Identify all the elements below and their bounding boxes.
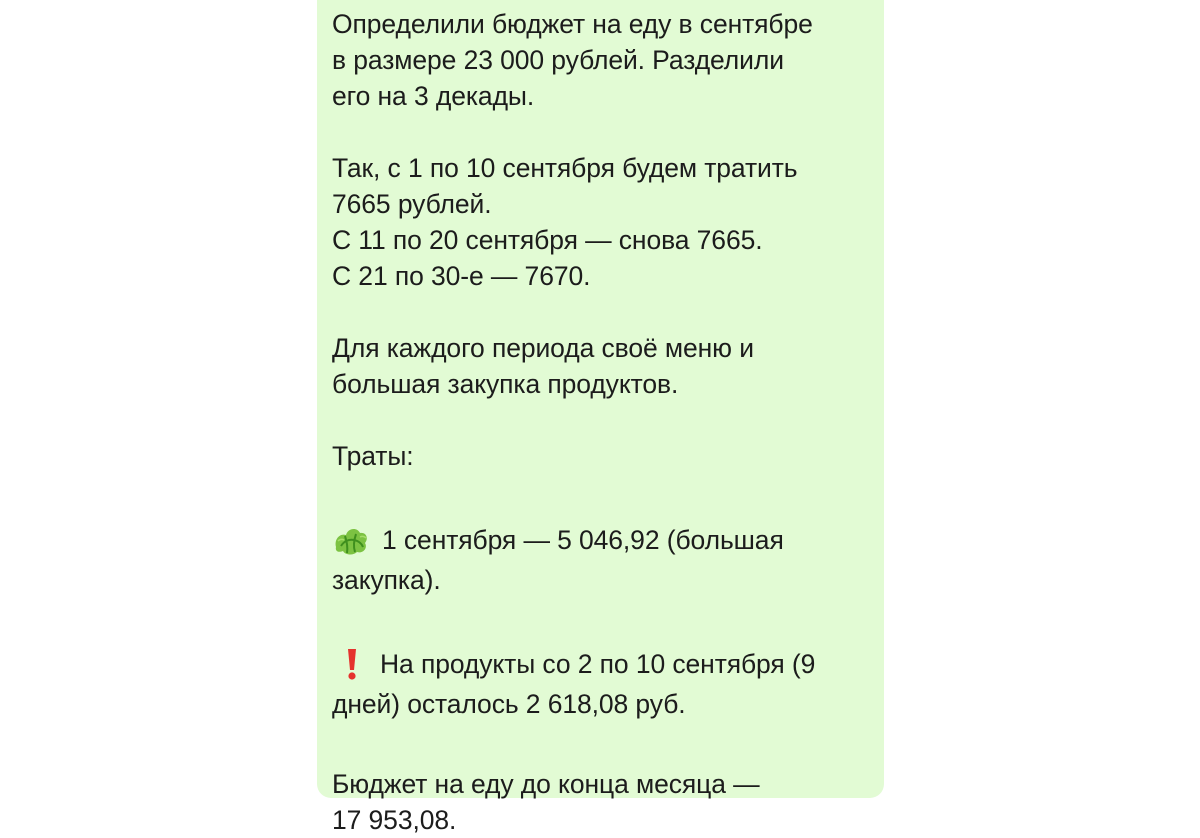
plan-paragraph	[332, 150, 884, 294]
intro-line-1: Определили бюджет на еду в сентябре	[332, 9, 813, 39]
purchase-text-line-1: 1 сентября — 5 046,92 (большая	[382, 525, 784, 555]
purchase-paragraph	[332, 518, 884, 598]
remaining-paragraph	[332, 642, 884, 722]
paragraph-gap	[332, 598, 884, 642]
message-bubble	[317, 0, 884, 835]
menu-paragraph	[332, 330, 884, 402]
intro-line-3: его на 3 декады.	[332, 81, 535, 111]
plan-line-3: С 11 по 20 сентября — снова 7665.	[332, 225, 763, 255]
paragraph-gap	[332, 402, 884, 438]
intro-line-2: в размере 23 000 рублей. Разделили	[332, 45, 784, 75]
budget-paragraph	[332, 766, 884, 838]
intro-paragraph	[332, 6, 884, 114]
exclamation-icon	[342, 647, 362, 681]
paragraph-gap	[332, 294, 884, 330]
menu-line-1: Для каждого периода своё меню и	[332, 333, 754, 363]
plan-line-1: Так, с 1 по 10 сентября будем тратить	[332, 153, 798, 183]
plan-line-2: 7665 рублей.	[332, 189, 492, 219]
spending-heading	[332, 438, 884, 474]
remaining-text-line-1: На продукты со 2 по 10 сентября (9	[380, 649, 816, 679]
remaining-text-line-2: дней) осталось 2 618,08 руб.	[332, 689, 686, 719]
budget-line-2: 17 953,08.	[332, 805, 457, 835]
purchase-text-line-2: закупка).	[332, 565, 441, 595]
spending-heading-text: Траты:	[332, 441, 414, 471]
menu-line-2: большая закупка продуктов.	[332, 369, 679, 399]
purchase-line-1	[332, 518, 884, 562]
leafy-greens-icon	[332, 523, 370, 557]
paragraph-gap	[332, 722, 884, 766]
plan-line-4: С 21 по 30-е — 7670.	[332, 261, 591, 291]
budget-line-1: Бюджет на еду до конца месяца —	[332, 769, 760, 799]
remaining-line-1	[332, 642, 884, 686]
paragraph-gap	[332, 114, 884, 150]
paragraph-gap	[332, 474, 884, 518]
